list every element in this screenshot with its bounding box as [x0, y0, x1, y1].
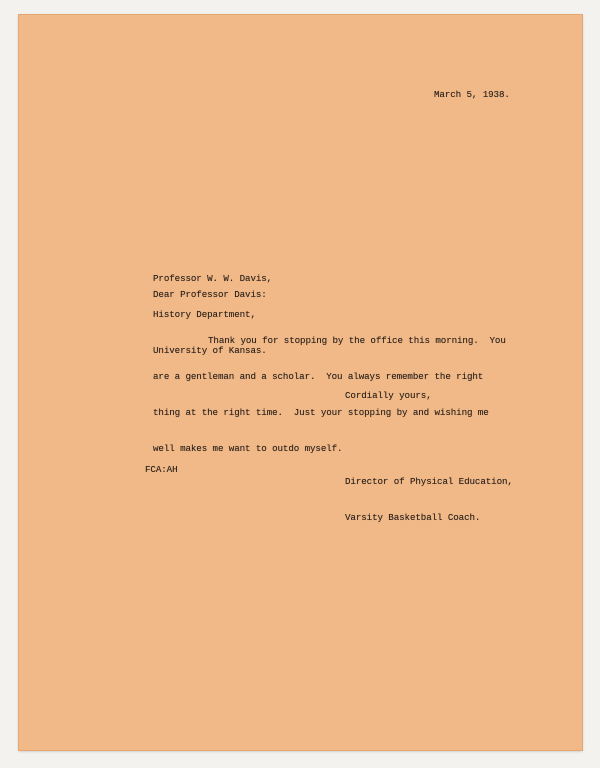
- letter-paper: [19, 15, 582, 750]
- letter-date: March 5, 1938.: [434, 89, 510, 100]
- closing: Cordially yours,: [345, 390, 432, 401]
- signature-title: Director of Physical Education,: [345, 476, 513, 487]
- body-line: are a gentleman and a scholar. You always remember the right: [153, 371, 484, 382]
- reference-initials: FCA:AH: [145, 464, 178, 475]
- signature-block: [345, 452, 513, 548]
- body-line: thing at the right time. Just your stopping by and wishing me: [153, 407, 489, 418]
- body-line: well makes me want to outdo myself.: [153, 443, 343, 454]
- signature-subtitle: Varsity Basketball Coach.: [345, 512, 481, 523]
- salutation: Dear Professor Davis:: [153, 289, 267, 300]
- recipient-name: Professor W. W. Davis,: [153, 273, 273, 284]
- recipient-institution: University of Kansas.: [153, 345, 267, 356]
- body-line: Thank you for stopping by the office this morning. You: [208, 335, 506, 346]
- recipient-department: History Department,: [153, 309, 256, 320]
